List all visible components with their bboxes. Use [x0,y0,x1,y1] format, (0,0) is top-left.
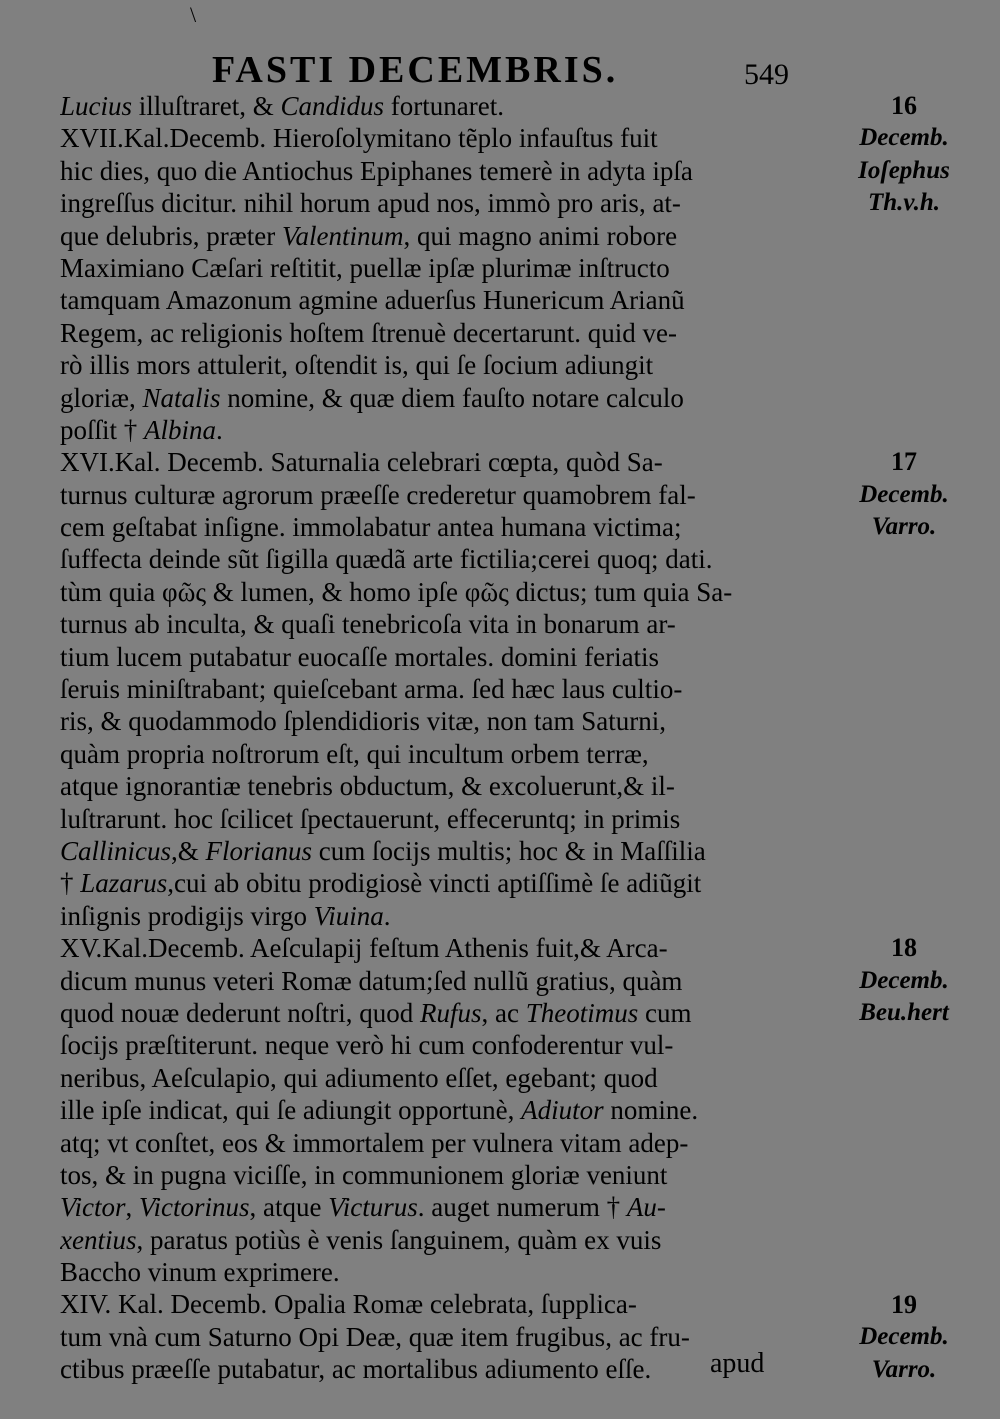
text-line [60,997,810,1029]
margin-day-number: 19 [891,1289,917,1319]
italic-name: Au- [626,1192,666,1223]
text-line [60,867,810,899]
text-line [60,1094,810,1126]
text-segment: ctibus præeſſe putabatur, ac mortalibus adiumento eſſe. [60,1354,652,1385]
text-segment: Regem, ac religionis hoſtem ſtrenuè decertarunt. quid ve- [60,317,678,348]
text-segment: tùm quia φῶς & lumen, & homo ipſe φῶς dictus; tum quia Sa- [60,576,733,607]
text-segment: ſocijs præſtiterunt. neque verò hi cum confoderentur vul- [60,1030,674,1061]
italic-name: Callinicus [60,835,172,866]
text-segment: que delubris, præter [60,220,282,251]
text-segment: inſignis prodigijs virgo [60,900,314,931]
text-segment: . auget numerum † [417,1192,627,1223]
italic-name: Victorinus [138,1192,250,1223]
italic-name: Valentinum [281,220,404,251]
text-line [60,900,810,932]
text-line [60,414,810,446]
margin-note: Decemb. [859,966,949,994]
text-line [60,284,810,316]
text-line [60,738,810,770]
text-line [60,220,810,252]
text-segment: turnus culturæ agrorum præeſſe crederetur quamobrem fal- [60,479,696,510]
text-segment: tum vnà cum Saturno Opi Deæ, quæ item frugibus, ac fru- [60,1321,690,1352]
text-segment: neribus, Aeſculapio, qui adiumento eſſet, egebant; quod [60,1062,658,1093]
text-segment: dicum munus veteri Romæ datum;ſed nullũ gratius, quàm [60,965,683,996]
margin-note: Beu.hert [859,999,949,1027]
margin-note: Decemb. [859,480,949,508]
text-segment: tium lucem putabatur euocaſſe mortales. domini feriatis [60,641,660,672]
italic-name: Candidus [280,91,385,121]
text-line [60,479,810,511]
text-line [60,1256,810,1288]
text-segment: , paratus potiùs è venis ſanguinem, quàm ex vuis [136,1224,662,1255]
italic-name: Victor [60,1192,126,1223]
text-segment: , ac [481,997,526,1028]
text-line [60,608,810,640]
text-segment: turnus ab inculta, & quaſi tenebricoſa vita in bonarum ar- [60,609,676,640]
italic-name: Victurus [328,1192,418,1223]
text-line [60,1288,810,1320]
text-segment: , [125,1192,139,1223]
margin-note: Ioſephus [858,156,950,184]
text-line [60,187,810,219]
text-line [60,835,810,867]
text-segment: nomine. [603,1095,699,1126]
text-segment: tos, & in pugna viciſſe, in communionem gloriæ veniunt [60,1159,668,1190]
text-segment: luſtrarunt. hoc ſcilicet ſpectauerunt, effeceruntq; in primis [60,803,681,834]
text-line [60,1191,810,1223]
text-segment: ,cui ab obitu prodigiosè vincti aptiſſimè ſe adiũgit [167,868,702,899]
running-title: FASTI DECEMBRIS. [212,49,619,91]
text-segment: atq; vt conſtet, eos & immortalem per vulnera vitam adep- [60,1127,689,1158]
text-segment: ille ipſe indicat, qui ſe adiungit opportunè, [60,1095,522,1126]
text-line [60,1321,810,1353]
italic-name: xentius [60,1224,137,1255]
italic-name: Natalis [142,382,221,413]
text-segment: quod nouæ dederunt noſtri, quod [60,997,420,1028]
margin-note: Varro. [871,513,937,541]
text-line [60,576,810,608]
text-line [60,1353,810,1385]
italic-name: Lucius [60,91,133,121]
margin-note: Decemb. [859,1323,949,1351]
top-mark: \ [190,2,197,27]
page-number: 549 [744,58,789,91]
text-line [60,770,810,802]
italic-name: Albina [144,414,217,445]
text-segment: gloriæ, [60,382,143,413]
text-segment: nomine, & quæ diem fauſto notare calculo [220,382,684,413]
text-line [60,382,810,414]
text-segment: ſeruis miniſtrabant; quieſcebant arma. ſed hæc laus cultio- [60,674,683,705]
text-segment: illuſtraret, & [132,91,281,121]
main-text-column [60,90,810,1386]
text-line [60,1062,810,1094]
text-line [60,349,810,381]
text-segment: XIV. Kal. Decemb. Opalia Romæ celebrata, ſupplica- [60,1289,637,1320]
text-segment: XVI.Kal. Decemb. Saturnalia celebrari cœpta, quòd Sa- [60,447,663,478]
text-segment: Baccho vinum exprimere. [60,1257,340,1288]
text-line [60,252,810,284]
text-segment: poſſit † [60,414,145,445]
margin-day-number: 18 [891,933,917,963]
italic-name: Florianus [205,835,313,866]
text-line [60,932,810,964]
text-line [60,446,810,478]
text-line [60,705,810,737]
text-segment: XV.Kal.Decemb. Aeſculapij feſtum Athenis fuit,& Arca- [60,933,668,964]
text-line [60,1127,810,1159]
text-segment: hic dies, quo die Antiochus Epiphanes temerè in adyta ipſa [60,155,693,186]
text-line [60,543,810,575]
italic-name: Lazarus [80,868,168,899]
text-line [60,511,810,543]
text-segment: ſuffecta deinde sũt ſigilla quædã arte fictilia;cerei quoq; dati. [60,544,713,575]
text-segment: , atque [249,1192,329,1223]
text-line [60,317,810,349]
italic-name: Adiutor [521,1095,604,1126]
text-line [60,641,810,673]
italic-name: Viuina [313,900,384,931]
text-line [60,965,810,997]
text-segment: cum [638,997,692,1028]
text-segment: quàm propria noſtrorum eſt, qui incultum orbem terræ, [60,738,649,769]
italic-name: Theotimus [525,997,639,1028]
text-segment: tamquam Amazonum agmine aduerſus Hunericum Arianũ [60,285,685,316]
text-segment: cum ſocijs multis; hoc & in Maſſilia [312,835,706,866]
text-segment: cem geſtabat inſigne. immolabatur antea humana victima; [60,512,682,543]
text-line [60,1224,810,1256]
text-segment: † [60,868,81,899]
text-segment: , qui magno animi robore [403,220,678,251]
margin-note: Th.v.h. [868,189,940,217]
text-segment: XVII.Kal.Decemb. Hieroſolymitano tẽplo infauſtus fuit [60,123,658,154]
text-line [60,155,810,187]
text-line [60,1029,810,1061]
text-segment: fortunaret. [384,91,504,121]
text-segment: . [383,900,391,931]
text-segment: Maximiano Cæſari reſtitit, puellæ ipſæ plurimæ inſtructo [60,252,670,283]
text-line [60,90,810,122]
margin-day-number: 16 [891,91,917,120]
margin-note: Decemb. [859,124,949,152]
catchword: apud [710,1348,765,1379]
text-segment: rò illis mors attulerit, oſtendit is, qui ſe ſocium adiungit [60,350,654,381]
text-segment: ,& [171,835,206,866]
text-line [60,1159,810,1191]
text-line [60,673,810,705]
text-segment: . [216,414,223,445]
text-segment: ingreſſus dicitur. nihil horum apud nos, immò pro aris, at- [60,188,681,219]
text-line [60,803,810,835]
italic-name: Rufus [419,997,482,1028]
margin-day-number: 17 [891,447,917,477]
text-segment: ris, & quodammodo ſplendidioris vitæ, non tam Saturni, [60,706,666,737]
margin-note: Varro. [871,1355,937,1383]
text-segment: atque ignorantiæ tenebris obductum, & excoluerunt,& il- [60,771,675,802]
text-line [60,122,810,154]
